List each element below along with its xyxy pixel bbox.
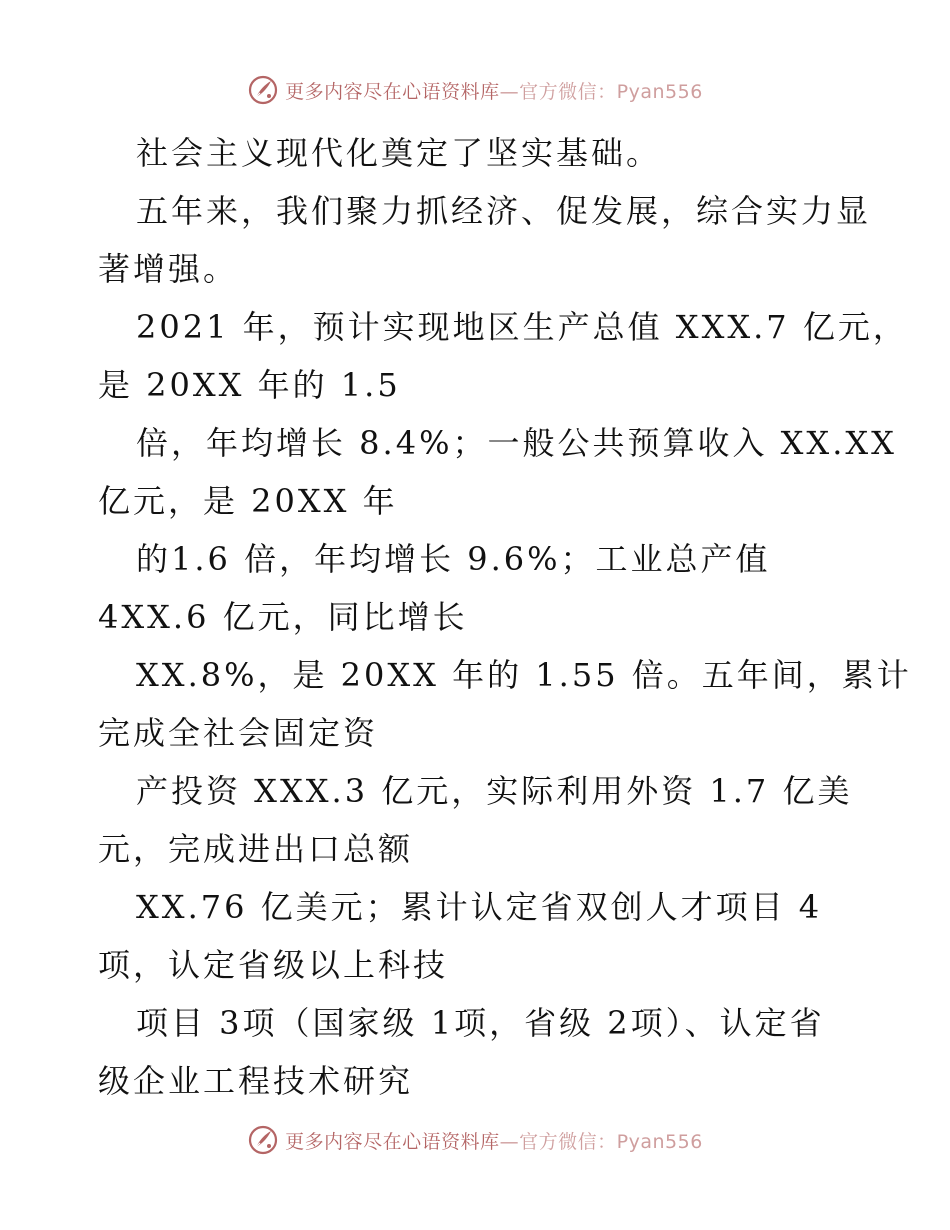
footer-watermark-wechat: —官方微信：Pyan556 [499,1130,703,1153]
paragraph-line: 五年来，我们聚力抓经济、促发展，综合实力显 [136,192,872,230]
quill-seal-icon [247,74,279,106]
paragraph-line: 倍，年均增长 8.4%；一般公共预算收入 XX.XX [136,424,897,462]
paragraph-line: 级企业工程技术研究 [98,1062,414,1100]
paragraph-line: 著增强。 [98,250,239,288]
paragraph-line: 2021 年，预计实现地区生产总值 XXX.7 亿元， [136,308,908,346]
paragraph-line: 的1.6 倍，年均增长 9.6%；工业总产值 [136,540,771,578]
header-watermark-wechat: —官方微信：Pyan556 [499,80,703,103]
header-watermark [0,70,950,110]
footer-watermark-main: 更多内容尽在心语资料库 [285,1130,500,1153]
paragraph-line: 元，完成进出口总额 [98,830,414,868]
paragraph-line: 社会主义现代化奠定了坚实基础。 [136,134,662,172]
document-body [98,124,912,1110]
paragraph-line: 4XX.6 亿元，同比增长 [98,598,468,636]
paragraph-line: XX.8%，是 20XX 年的 1.55 倍。五年间，累计 [136,656,912,694]
paragraph-line: 产投资 XXX.3 亿元，实际利用外资 1.7 亿美 [136,772,853,810]
paragraph-line: 项，认定省级以上科技 [98,946,449,984]
footer-watermark [0,1120,950,1160]
footer-watermark-text [285,1127,703,1154]
paragraph-line: XX.76 亿美元；累计认定省双创人才项目 4 [136,888,823,926]
paragraph-line: 亿元，是 20XX 年 [98,482,398,520]
paragraph-line: 完成全社会固定资 [98,714,379,752]
header-watermark-text [285,77,703,104]
quill-seal-icon [247,1124,279,1156]
header-watermark-main: 更多内容尽在心语资料库 [285,80,500,103]
paragraph-line: 项目 3项（国家级 1项，省级 2项）、认定省 [136,1004,825,1042]
paragraph-line: 是 20XX 年的 1.5 [98,366,401,404]
